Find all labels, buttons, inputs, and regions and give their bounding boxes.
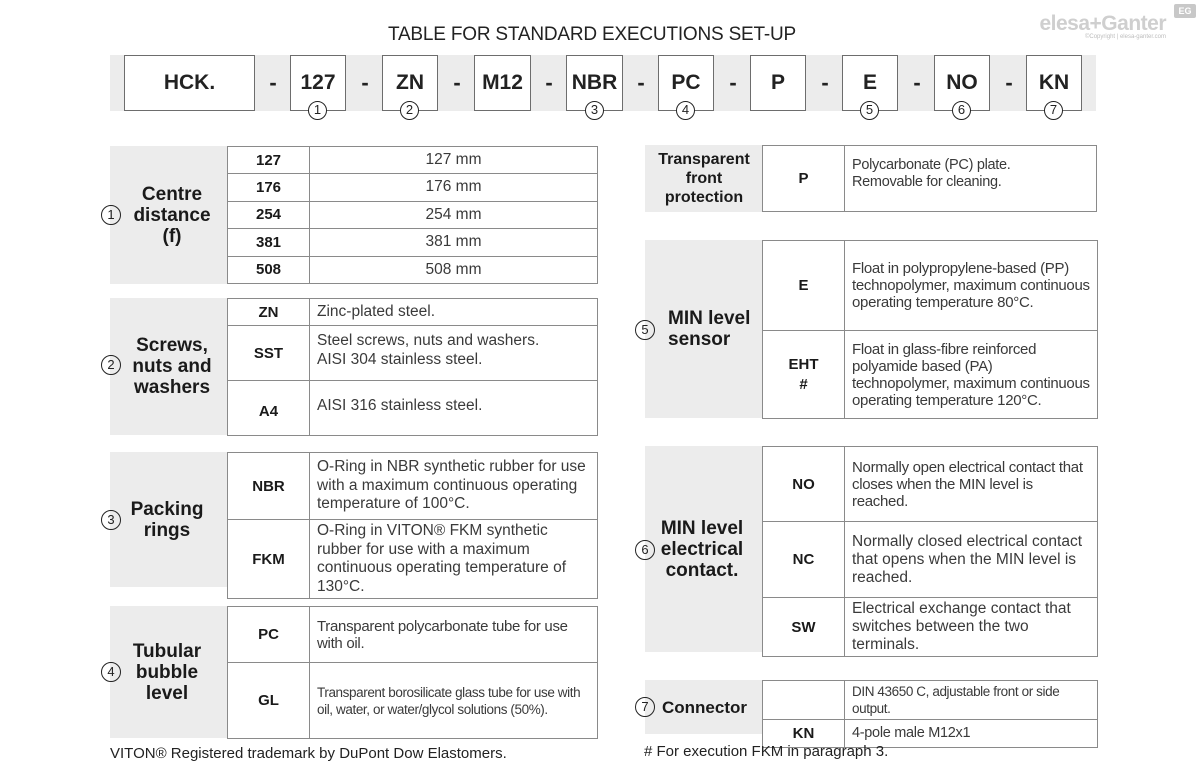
- label-line: front: [685, 170, 723, 187]
- label-line: bubble: [135, 661, 199, 683]
- option-desc: Polycarbonate (PC) plate. Removable for cleaning.: [845, 146, 1097, 212]
- table-row: [763, 241, 1098, 331]
- option-desc: 254 mm: [310, 201, 598, 228]
- label-line: distance: [133, 204, 211, 226]
- table-row: [763, 447, 1098, 522]
- label-line: MIN level: [668, 308, 751, 329]
- table-row: [228, 174, 598, 201]
- table-row: [228, 663, 598, 739]
- table-row: [228, 229, 598, 256]
- table-row: [228, 607, 598, 663]
- option-code: FKM: [228, 520, 310, 599]
- option-desc: 176 mm: [310, 174, 598, 201]
- table-row: [228, 381, 598, 436]
- logo-name: elesa+Ganter: [1039, 12, 1166, 35]
- min-contact-label: [652, 446, 752, 652]
- label-line: nuts and: [132, 356, 212, 377]
- option-code: PC: [228, 607, 310, 663]
- code-segment-centre: 127: [290, 55, 346, 111]
- option-code: 176: [228, 174, 310, 201]
- min-contact-table: [762, 446, 1098, 657]
- section-number-5: 5: [635, 320, 655, 340]
- option-desc: Float in glass-fibre reinforced polyamide based (PA) technopolymer, maximum continuous operating temperature 120°C.: [845, 331, 1098, 419]
- option-code: 381: [228, 229, 310, 256]
- table-row: [763, 146, 1097, 212]
- code-separator: -: [269, 70, 277, 95]
- table-row: [228, 453, 598, 520]
- section-number-3: 3: [101, 510, 121, 530]
- option-code: SST: [228, 326, 310, 381]
- code-segment-protection: P: [750, 55, 806, 111]
- code-separator: -: [361, 70, 369, 95]
- code-segment-sensor: E: [842, 55, 898, 111]
- centre-distance-label: [122, 146, 222, 284]
- option-code: 254: [228, 201, 310, 228]
- section-number-1: 1: [101, 205, 121, 225]
- section-number-6: 6: [635, 540, 655, 560]
- front-protection-label: [645, 145, 763, 212]
- option-code: 508: [228, 256, 310, 283]
- option-code: GL: [228, 663, 310, 739]
- table-row: [228, 326, 598, 381]
- option-desc: O-Ring in VITON® FKM synthetic rubber for use with a maximum continuous operating temperature of 130°C.: [310, 520, 598, 599]
- marker-1: 1: [308, 101, 327, 120]
- label-line: electrical: [660, 538, 744, 560]
- footnote-trademark: VITON® Registered trademark by DuPont Dow Elastomers.: [110, 745, 507, 762]
- code-strip: [110, 55, 1096, 117]
- code-separator: -: [545, 70, 553, 95]
- option-code: KN: [763, 720, 845, 748]
- option-code: SW: [763, 598, 845, 657]
- option-desc: 127 mm: [310, 147, 598, 174]
- packing-label: [117, 452, 217, 587]
- packing-table: [227, 452, 598, 599]
- code-separator: -: [729, 70, 737, 95]
- connector-label: Connector: [662, 697, 747, 717]
- label-line: (f): [162, 225, 182, 247]
- option-desc: 508 mm: [310, 256, 598, 283]
- label-line: washers: [133, 377, 211, 398]
- tubular-label: [117, 606, 217, 738]
- table-row: [763, 681, 1098, 720]
- brand-logo: [1039, 12, 1166, 40]
- table-row: [763, 331, 1098, 419]
- option-desc: Zinc-plated steel.: [310, 299, 598, 326]
- min-sensor-table: [762, 240, 1098, 419]
- code-segment-connector: KN: [1026, 55, 1082, 111]
- option-code: ZN: [228, 299, 310, 326]
- code-segment-hck: HCK.: [124, 55, 255, 111]
- option-code: [763, 681, 845, 720]
- option-code: NO: [763, 447, 845, 522]
- option-desc: Electrical exchange contact that switches between the two terminals.: [845, 598, 1098, 657]
- option-desc: Steel screws, nuts and washers. AISI 304 stainless steel.: [310, 326, 598, 381]
- marker-3: 3: [585, 101, 604, 120]
- footnote-execution: # For execution FKM in paragraph 3.: [644, 743, 889, 760]
- code-segment-packing: NBR: [566, 55, 623, 111]
- option-code: A4: [228, 381, 310, 436]
- table-row: [228, 299, 598, 326]
- option-code: EHT #: [763, 331, 845, 419]
- table-row: [228, 256, 598, 283]
- section-number-4: 4: [101, 662, 121, 682]
- code-segment-tube: PC: [658, 55, 714, 111]
- option-desc: Transparent borosilicate glass tube for use with oil, water, or water/glycol solutions (50%).: [310, 663, 598, 739]
- label-line: contact.: [665, 559, 739, 581]
- option-desc: 4-pole male M12x1: [845, 720, 1098, 748]
- code-segment-screws: ZN: [382, 55, 438, 111]
- option-desc: Float in polypropylene-based (PP) technopolymer, maximum continuous operating temperature 80°C.: [845, 241, 1098, 331]
- marker-7: 7: [1044, 101, 1063, 120]
- centre-distance-table: [227, 146, 598, 284]
- option-desc: Normally closed electrical contact that opens when the MIN level is reached.: [845, 522, 1098, 598]
- section-number-7: 7: [635, 697, 655, 717]
- code-segment-contact: NO: [934, 55, 990, 111]
- table-row: [763, 522, 1098, 598]
- code-separator: -: [453, 70, 461, 95]
- option-desc: O-Ring in NBR synthetic rubber for use with a maximum continuous operating temperature of 100°C.: [310, 453, 598, 520]
- front-protection-table: [762, 145, 1097, 212]
- option-desc: AISI 316 stainless steel.: [310, 381, 598, 436]
- option-desc: 381 mm: [310, 229, 598, 256]
- option-code: NC: [763, 522, 845, 598]
- section-number-2: 2: [101, 355, 121, 375]
- label-line: Packing: [130, 498, 204, 520]
- table-row: [228, 147, 598, 174]
- code-segment-thread: M12: [474, 55, 531, 111]
- code-separator: -: [821, 70, 829, 95]
- label-line: Tubular: [132, 640, 202, 662]
- label-line: Screws,: [136, 335, 208, 356]
- label-line: level: [145, 682, 189, 704]
- screws-label: [122, 298, 222, 435]
- screws-table: [227, 298, 598, 436]
- marker-6: 6: [952, 101, 971, 120]
- option-code: 127: [228, 147, 310, 174]
- min-sensor-label: [656, 240, 756, 418]
- logo-copyright: ©Copyright | elesa-ganter.com: [1084, 34, 1166, 40]
- marker-2: 2: [400, 101, 419, 120]
- option-code: E: [763, 241, 845, 331]
- option-code: P: [763, 146, 845, 212]
- option-code: NBR: [228, 453, 310, 520]
- code-separator: -: [1005, 70, 1013, 95]
- label-line: sensor: [668, 329, 731, 350]
- table-row: [228, 520, 598, 599]
- table-row: [763, 598, 1098, 657]
- code-separator: -: [913, 70, 921, 95]
- marker-5: 5: [860, 101, 879, 120]
- marker-4: 4: [676, 101, 695, 120]
- page-title: TABLE FOR STANDARD EXECUTIONS SET-UP: [387, 24, 797, 45]
- label-line: protection: [664, 189, 744, 206]
- option-desc: Normally open electrical contact that closes when the MIN level is reached.: [845, 447, 1098, 522]
- label-line: MIN level: [660, 517, 744, 539]
- connector-table: [762, 680, 1098, 748]
- table-row: [228, 201, 598, 228]
- label-line: Transparent: [658, 151, 750, 168]
- option-desc: Transparent polycarbonate tube for use with oil.: [310, 607, 598, 663]
- option-desc: DIN 43650 C, adjustable front or side output.: [845, 681, 1098, 720]
- code-separator: -: [637, 70, 645, 95]
- brand-mark-icon: EG: [1174, 4, 1196, 18]
- tubular-table: [227, 606, 598, 739]
- label-line: Centre: [141, 183, 203, 205]
- label-line: rings: [143, 519, 191, 541]
